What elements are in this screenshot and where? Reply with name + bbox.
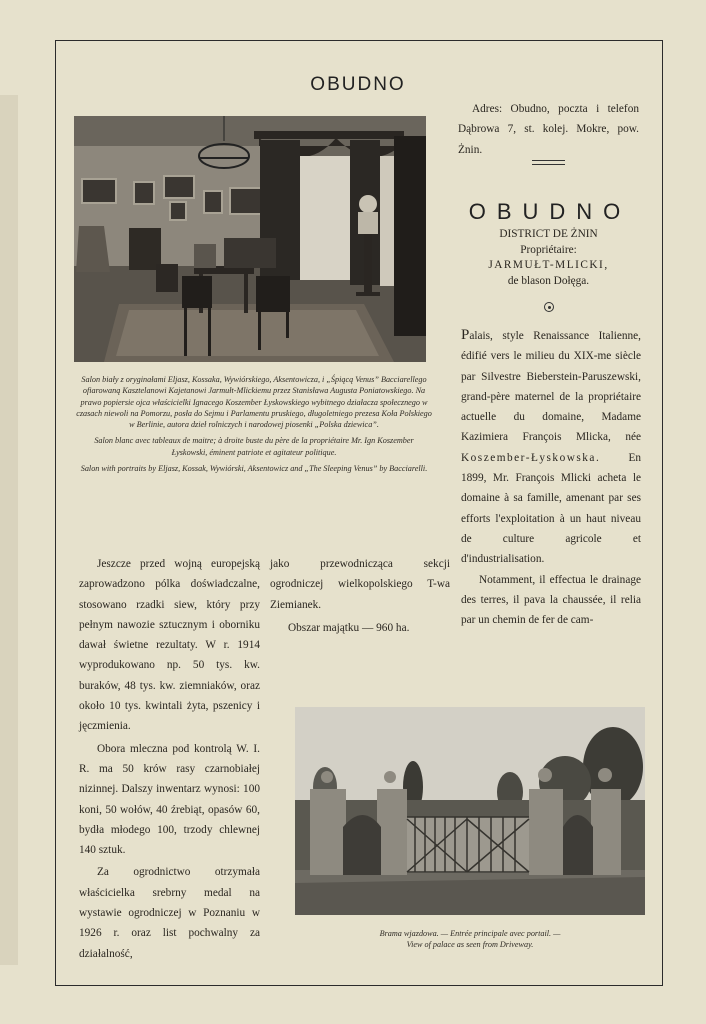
page-title: OBUDNO xyxy=(310,74,406,95)
drop-letter: P xyxy=(461,327,470,343)
address-text: Adres: Obudno, poczta i telefon Dąbrowa 7, st. kolej. Mokre, pow. Żnin. xyxy=(458,103,639,156)
gate-caption-line1: Brama wjazdowa. — Entrée principale avec portail. — xyxy=(379,929,561,938)
address-divider xyxy=(532,160,565,165)
french-p1: alais, style Renaissance Italienne, édifié vers le milieu du XIX-me siècle par Silvestre Bieberstein-Paruszewski, grand-père maternel de la propriétaire actuelle du domaine, Madame Kazimiera François Mlicka, née xyxy=(461,330,641,444)
estate-name: OBUDNO xyxy=(468,199,632,224)
salon-photo xyxy=(74,116,426,362)
salon-caption-en: Salon with portraits by Eljasz, Kossak, Wywiórski, Aksentowicz and „The Sleeping Venus” by Bacciarelli. xyxy=(80,464,428,474)
salon-caption-pl: Salon biały z oryginałami Eljasz, Kossaka, Wywiórskiego, Aksentowicza, i „Śpiącą Venus” Bacciarellego ofiarowaną Kasztelanowi Kajetanowi Jarmułt-Mlickiemu przez Stanisława Augusta Poniatowskiego. Na prawo popiersie ojca właścicielki Ignacego Koszember Łyskowskiego wybitnego działacza społecznego w czasach niewoli na Pomorzu, posła do Sejmu i Parlamentu pruskiego, długoletniego prezesa Koła Polskiego w Berlinie, autora dzieł rolniczych i narodowej piosenki „Polska dziewica”. xyxy=(76,375,432,430)
french-p2: Notamment, il effectua le drainage des terres, il pava la chaussée, il relia par un chemin de fer de cam- xyxy=(461,573,641,627)
salon-caption xyxy=(76,374,432,479)
page-edge xyxy=(0,95,18,965)
french-text xyxy=(461,325,641,630)
gate-caption xyxy=(300,929,640,950)
polish-p4: jako przewodnicząca sekcji ogrodniczej wielkopolskiego T-wa Ziemianek. xyxy=(270,558,450,611)
proprietaire-label: Propriétaire: xyxy=(520,243,577,256)
salon-caption-fr: Salon blanc avec tableaux de maitre; à droite buste du père de la propriétaire Mr. Ign Koszember Łyskowski, éminent patriote et agitateur politique. xyxy=(94,436,414,457)
polish-text-middle xyxy=(270,554,450,638)
ornament-icon xyxy=(544,302,554,312)
french-p1-name: Koszember-Łyskowska. xyxy=(461,451,601,464)
polish-p3: Za ogrodnictwo otrzymała właścicielka srebrny medal na wystawie ogrodniczej w Poznaniu w 1926 r. oraz list pochwalny za działalność, xyxy=(79,866,260,960)
address-block xyxy=(458,99,639,160)
polish-p5: Obszar majątku — 960 ha. xyxy=(288,621,410,634)
gate-caption-line2: View of palace as seen from Driveway. xyxy=(406,939,534,949)
french-p1-end: En 1899, Mr. François Mlicki acheta le domaine à sa famille, amenant par ses efforts l'exploitation à un haut niveau de culture agricole et d'industrialisation. xyxy=(461,451,641,566)
polish-text-left xyxy=(79,554,260,964)
gate-photo xyxy=(295,707,645,915)
blason-text: de blason Dołęga. xyxy=(507,274,590,287)
owner-name: JARMUŁT-MLICKI, xyxy=(488,259,609,271)
heading-block xyxy=(458,227,639,289)
district-label: DISTRICT DE ŻNIN xyxy=(499,228,598,240)
polish-p2: Obora mleczna pod kontrolą W. I. R. ma 50 krów rasy czarnobiałej nizinnej. Dalszy inwentarz wynosi: 100 koni, 50 wołów, 40 źrebiąt, opasów 60, bydła młodego 100, trzody chlewnej 140 sztuk. xyxy=(79,742,260,857)
polish-p1: Jeszcze przed wojną europejską zaprowadzono pólka doświadczalne, stosowano rzadki siew, który przy pełnym nawozie sztucznym i oborniku dawał świetne rezultaty. W r. 1914 wyprodukowano np. 50 tys. kw. buraków, 48 tys. kw. ziemniaków, oraz około 10 tys. kwintali żyta, pszenicy i jęczmienia. xyxy=(79,558,260,733)
